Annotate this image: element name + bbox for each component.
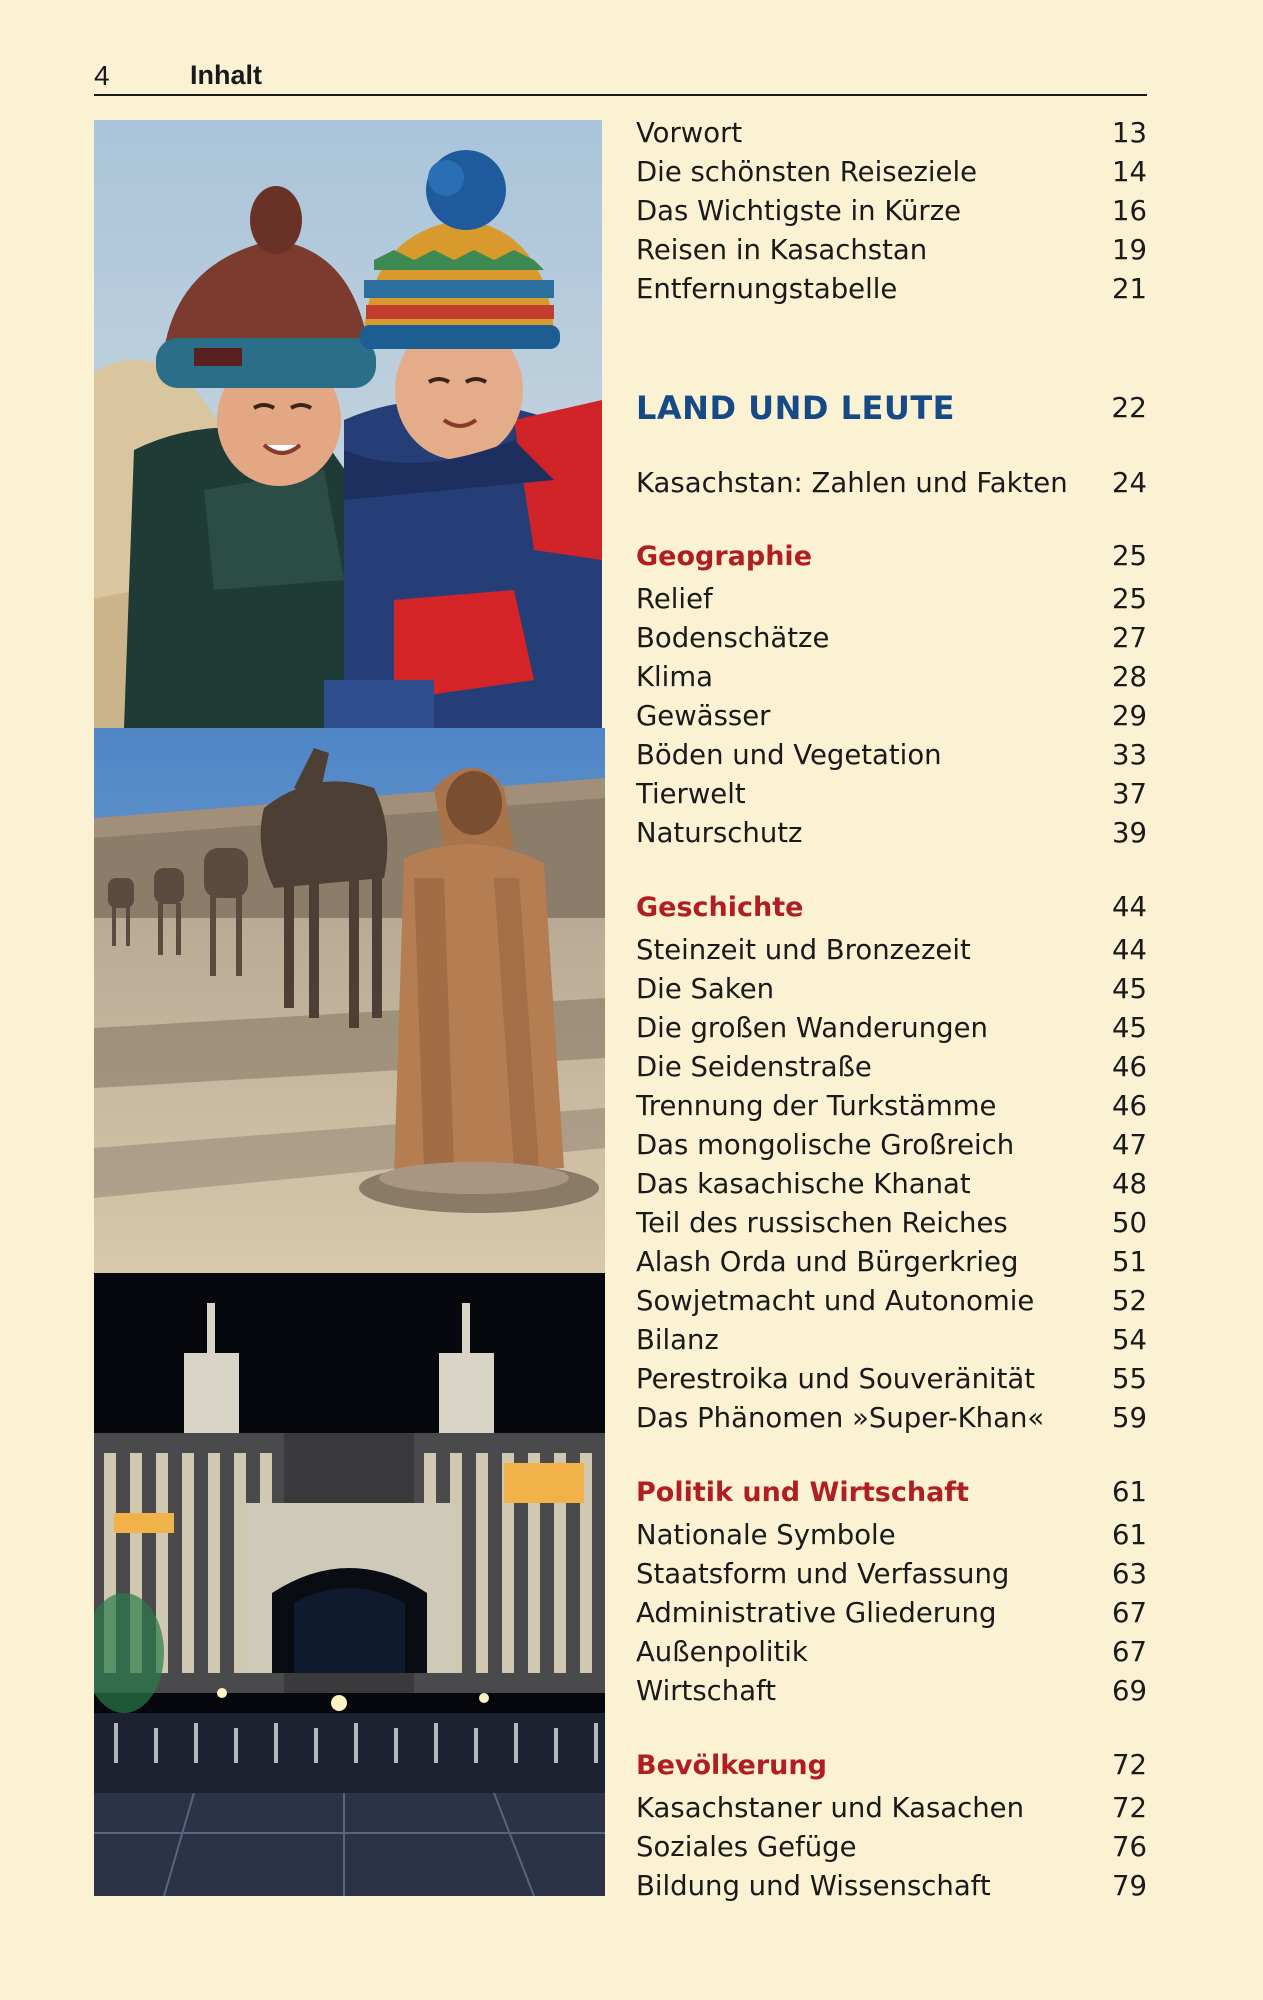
toc-entry-title: Bodenschätze [636,622,830,654]
toc-entry-title: Tierwelt [636,778,746,810]
toc-entry-page: 24 [1112,467,1147,499]
page-number: 4 [94,60,110,91]
page-header [94,58,1147,96]
toc-entry-page: 21 [1112,273,1147,305]
toc-entry-title: Gewässer [636,700,771,732]
photo-night-building [94,1273,605,1896]
toc-entry-page: 28 [1112,661,1147,693]
toc-entry[interactable] [636,231,1147,270]
toc-entry-title: Das mongolische Großreich [636,1129,1015,1161]
toc-entry-page: 67 [1112,1597,1147,1629]
toc-main-heading[interactable] [636,386,1147,430]
toc-entry[interactable] [636,270,1147,309]
toc-entry-title: Die schönsten Reiseziele [636,156,978,188]
toc-entry[interactable] [636,931,1147,970]
toc-section-title: Geschichte [636,892,804,923]
toc-section-heading[interactable] [636,888,1147,927]
toc-entry-title: Administrative Gliederung [636,1597,997,1629]
toc-entry[interactable] [636,1828,1147,1867]
table-of-contents [636,114,1147,1914]
toc-entry[interactable] [636,1360,1147,1399]
toc-entry-title: Kasachstan: Zahlen und Fakten [636,467,1068,499]
toc-entry[interactable] [636,1282,1147,1321]
toc-entry-page: 13 [1112,117,1147,149]
toc-entry[interactable] [636,1243,1147,1282]
toc-entry-page: 45 [1112,1012,1147,1044]
toc-entry-title: Staatsform und Verfassung [636,1558,1010,1590]
toc-entry-title: Böden und Vegetation [636,739,942,771]
toc-entry-title: Außenpolitik [636,1636,808,1668]
toc-entry-title: Entfernungstabelle [636,273,898,305]
toc-entry[interactable] [636,697,1147,736]
toc-entry-title: Naturschutz [636,817,803,849]
toc-entry[interactable] [636,658,1147,697]
toc-entry[interactable] [636,114,1147,153]
toc-entry-page: 55 [1112,1363,1147,1395]
toc-entry-page: 19 [1112,234,1147,266]
toc-entry[interactable] [636,1204,1147,1243]
toc-entry-title: Kasachstaner und Kasachen [636,1792,1025,1824]
toc-entry[interactable] [636,464,1147,503]
toc-section-heading[interactable] [636,537,1147,576]
toc-entry-title: Trennung der Turkstämme [636,1090,997,1122]
toc-entry-page: 76 [1112,1831,1147,1863]
toc-section-heading[interactable] [636,1746,1147,1785]
toc-entry-title: Perestroika und Souveränität [636,1363,1036,1395]
toc-section-heading[interactable] [636,1473,1147,1512]
toc-entry[interactable] [636,1399,1147,1438]
toc-entry-page: 52 [1112,1285,1147,1317]
toc-entry-title: Die großen Wanderungen [636,1012,988,1044]
toc-entry-title: Die Saken [636,973,775,1005]
photo-children [94,120,602,728]
toc-entry[interactable] [636,192,1147,231]
toc-entry-page: 14 [1112,156,1147,188]
toc-entry-page: 44 [1112,934,1147,966]
toc-entry-page: 59 [1112,1402,1147,1434]
toc-entry-page: 72 [1112,1792,1147,1824]
toc-entry-title: Das Wichtigste in Kürze [636,195,962,227]
toc-entry-page: 46 [1112,1051,1147,1083]
toc-entry[interactable] [636,1555,1147,1594]
toc-main-heading-page: 22 [1111,391,1147,424]
toc-entry-title: Wirtschaft [636,1675,777,1707]
toc-entry-title: Steinzeit und Bronzezeit [636,934,971,966]
toc-entry[interactable] [636,1672,1147,1711]
toc-entry-page: 16 [1112,195,1147,227]
toc-entry-title: Teil des russischen Reiches [636,1207,1008,1239]
toc-entry-title: Bilanz [636,1324,719,1356]
toc-entry[interactable] [636,1516,1147,1555]
toc-entry[interactable] [636,1789,1147,1828]
toc-entry-page: 61 [1112,1519,1147,1551]
toc-entry[interactable] [636,1048,1147,1087]
toc-section-page: 44 [1112,891,1147,923]
toc-entry[interactable] [636,619,1147,658]
toc-entry-title: Reisen in Kasachstan [636,234,928,266]
toc-section-title: Politik und Wirtschaft [636,1477,969,1508]
toc-entry-page: 63 [1112,1558,1147,1590]
toc-entry-page: 51 [1112,1246,1147,1278]
toc-entry-page: 47 [1112,1129,1147,1161]
toc-entry[interactable] [636,153,1147,192]
toc-section-page: 25 [1112,540,1147,572]
toc-section-page: 72 [1112,1749,1147,1781]
toc-entry-page: 37 [1112,778,1147,810]
toc-entry-title: Soziales Gefüge [636,1831,857,1863]
toc-entry-page: 33 [1112,739,1147,771]
toc-section-title: Geographie [636,541,813,572]
toc-entry-page: 25 [1112,583,1147,615]
toc-entry-title: Nationale Symbole [636,1519,896,1551]
toc-entry-title: Die Seidenstraße [636,1051,872,1083]
toc-entry[interactable] [636,1165,1147,1204]
toc-entry-page: 27 [1112,622,1147,654]
toc-entry-page: 79 [1112,1870,1147,1902]
toc-entry[interactable] [636,580,1147,619]
toc-entry-title: Klima [636,661,713,693]
header-title: Inhalt [190,60,262,90]
toc-entry[interactable] [636,814,1147,853]
toc-entry[interactable] [636,775,1147,814]
toc-entry[interactable] [636,1594,1147,1633]
toc-entry-title: Relief [636,583,713,615]
toc-entry[interactable] [636,1867,1147,1906]
toc-entry-page: 29 [1112,700,1147,732]
toc-entry[interactable] [636,1009,1147,1048]
toc-entry-page: 67 [1112,1636,1147,1668]
toc-entry-page: 48 [1112,1168,1147,1200]
toc-entry-title: Das kasachische Khanat [636,1168,971,1200]
toc-entry-page: 46 [1112,1090,1147,1122]
toc-entry-page: 69 [1112,1675,1147,1707]
toc-entry-title: Alash Orda und Bürgerkrieg [636,1246,1019,1278]
toc-entry-page: 54 [1112,1324,1147,1356]
toc-entry-page: 39 [1112,817,1147,849]
toc-entry[interactable] [636,1087,1147,1126]
toc-entry-title: Bildung und Wissenschaft [636,1870,991,1902]
toc-entry[interactable] [636,970,1147,1009]
toc-entry[interactable] [636,1321,1147,1360]
toc-entry[interactable] [636,1126,1147,1165]
toc-entry[interactable] [636,736,1147,775]
toc-main-heading-title: LAND UND LEUTE [636,389,956,427]
toc-entry-title: Das Phänomen »Super-Khan« [636,1402,1045,1434]
toc-entry-page: 45 [1112,973,1147,1005]
toc-entry[interactable] [636,1633,1147,1672]
toc-section-title: Bevölkerung [636,1750,827,1781]
toc-entry-title: Sowjetmacht und Autonomie [636,1285,1035,1317]
photo-caravan-statues [94,728,605,1273]
toc-entry-title: Vorwort [636,117,743,149]
toc-section-page: 61 [1112,1476,1147,1508]
toc-entry-page: 50 [1112,1207,1147,1239]
